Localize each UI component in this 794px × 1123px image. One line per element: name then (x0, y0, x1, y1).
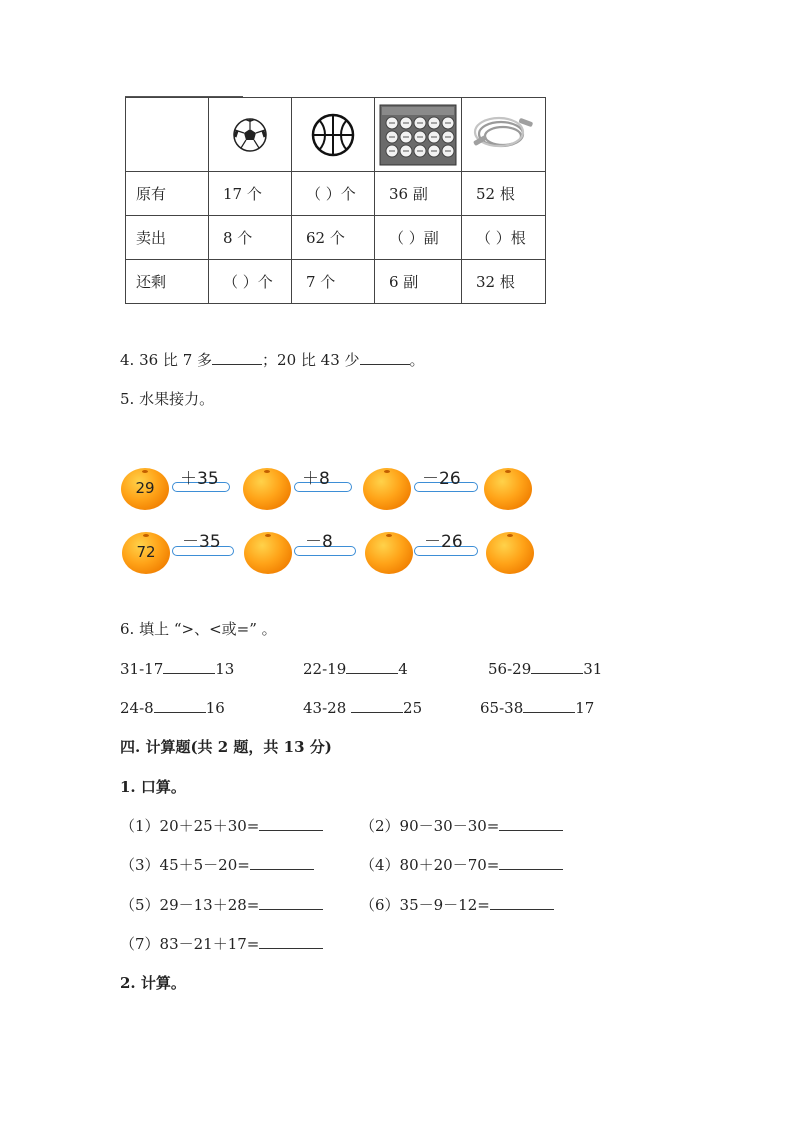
table-cell: （ ）副 (375, 216, 462, 260)
answer-blank[interactable] (259, 894, 323, 910)
table-cell: （ ）个 (292, 172, 375, 216)
row-label: 还剩 (126, 260, 209, 304)
orange-start (121, 468, 169, 510)
table-cell: 36 副 (375, 172, 462, 216)
relay-op: －26 (424, 532, 463, 552)
basketball-icon (310, 112, 356, 158)
q4-part1: 4. 36 比 7 多 (120, 351, 213, 369)
orange-blank[interactable] (365, 532, 413, 574)
calc-expression: （3）45＋5－20= (120, 856, 250, 874)
table-cell: （ ）根 (462, 216, 546, 260)
table-header-chess (375, 98, 462, 172)
calc-expression: （2）90－30－30= (360, 817, 500, 835)
chess-set-icon (378, 103, 458, 167)
compare-left: 56-29 (488, 660, 532, 678)
calc-item (360, 854, 563, 875)
table-row (126, 216, 546, 260)
answer-blank[interactable] (351, 697, 403, 713)
orange-blank[interactable] (243, 468, 291, 510)
table-cell: 52 根 (462, 172, 546, 216)
soccer-ball-icon (232, 117, 268, 153)
question-4 (120, 349, 425, 370)
compare-item (120, 697, 225, 717)
orange-number: 29 (135, 479, 155, 497)
row-label: 原有 (126, 172, 209, 216)
table-cell: 8 个 (209, 216, 292, 260)
calc-expression: （6）35－9－12= (360, 896, 490, 914)
calc2-title: 2. 计算。 (120, 974, 186, 992)
sales-table (125, 97, 546, 304)
compare-right: 25 (403, 699, 423, 717)
q4-part2: 20 比 43 少 (277, 351, 360, 369)
calc-expression: （4）80＋20－70= (360, 856, 500, 874)
table-cell: 32 根 (462, 260, 546, 304)
answer-blank[interactable] (259, 933, 323, 949)
answer-blank[interactable] (523, 697, 575, 713)
answer-blank[interactable] (250, 854, 314, 870)
calc1-title: 1. 口算。 (120, 778, 186, 796)
orange-blank[interactable] (244, 532, 292, 574)
compare-right: 4 (398, 660, 408, 678)
calc-expression: （1）20＋25＋30= (120, 817, 260, 835)
relay-op: －26 (422, 469, 461, 489)
answer-blank[interactable] (212, 349, 262, 365)
calc-item (120, 815, 323, 836)
answer-blank[interactable] (154, 697, 206, 713)
table-header-basketball (292, 98, 375, 172)
compare-item (303, 697, 422, 717)
compare-right: 13 (215, 660, 235, 678)
q4-sep: ； (262, 351, 278, 369)
compare-item (480, 697, 594, 717)
relay-op: ＋8 (302, 469, 330, 489)
row-label: 卖出 (126, 216, 209, 260)
compare-item (488, 658, 602, 678)
relay-op: －8 (305, 532, 333, 552)
jump-rope-icon (471, 112, 537, 158)
question-6-title: 6. 填上 “>、<或=” 。 (120, 620, 277, 638)
orange-start (122, 532, 170, 574)
orange-blank[interactable] (484, 468, 532, 510)
answer-blank[interactable] (360, 349, 410, 365)
compare-right: 16 (205, 699, 225, 717)
compare-item (303, 658, 408, 678)
table-cell: 6 副 (375, 260, 462, 304)
orange-number: 72 (136, 543, 156, 561)
calc-item (120, 894, 323, 915)
table-header-rope (462, 98, 546, 172)
table-corner-cell (126, 98, 209, 172)
compare-left: 65-38 (480, 699, 524, 717)
calc-item (120, 933, 323, 954)
answer-blank[interactable] (490, 894, 554, 910)
calc-item (360, 815, 563, 836)
calc-expression: （7）83－21＋17= (120, 935, 260, 953)
table-cell: （ ）个 (209, 260, 292, 304)
calc-item (360, 894, 554, 915)
relay-op: －35 (182, 532, 221, 552)
question-5-title: 5. 水果接力。 (120, 390, 215, 408)
answer-blank[interactable] (346, 658, 398, 674)
table-cell: 62 个 (292, 216, 375, 260)
calc-expression: （5）29－13＋28= (120, 896, 260, 914)
orange-blank[interactable] (363, 468, 411, 510)
calc-item (120, 854, 314, 875)
compare-left: 43-28 (303, 699, 347, 717)
table-cell: 17 个 (209, 172, 292, 216)
compare-item (120, 658, 234, 678)
answer-blank[interactable] (259, 815, 323, 831)
compare-left: 22-19 (303, 660, 347, 678)
compare-right: 17 (575, 699, 595, 717)
answer-blank[interactable] (531, 658, 583, 674)
table-header-soccer (209, 98, 292, 172)
answer-blank[interactable] (163, 658, 215, 674)
table-cell: 7 个 (292, 260, 375, 304)
table-row (126, 260, 546, 304)
compare-left: 24-8 (120, 699, 154, 717)
q4-end: 。 (409, 351, 425, 369)
answer-blank[interactable] (499, 854, 563, 870)
table-row (126, 172, 546, 216)
compare-left: 31-17 (120, 660, 164, 678)
answer-blank[interactable] (499, 815, 563, 831)
section-title: 四. 计算题(共 2 题，共 13 分) (120, 738, 332, 756)
orange-blank[interactable] (486, 532, 534, 574)
compare-right: 31 (583, 660, 603, 678)
table-header-row (126, 98, 546, 172)
relay-op: ＋35 (180, 469, 219, 489)
